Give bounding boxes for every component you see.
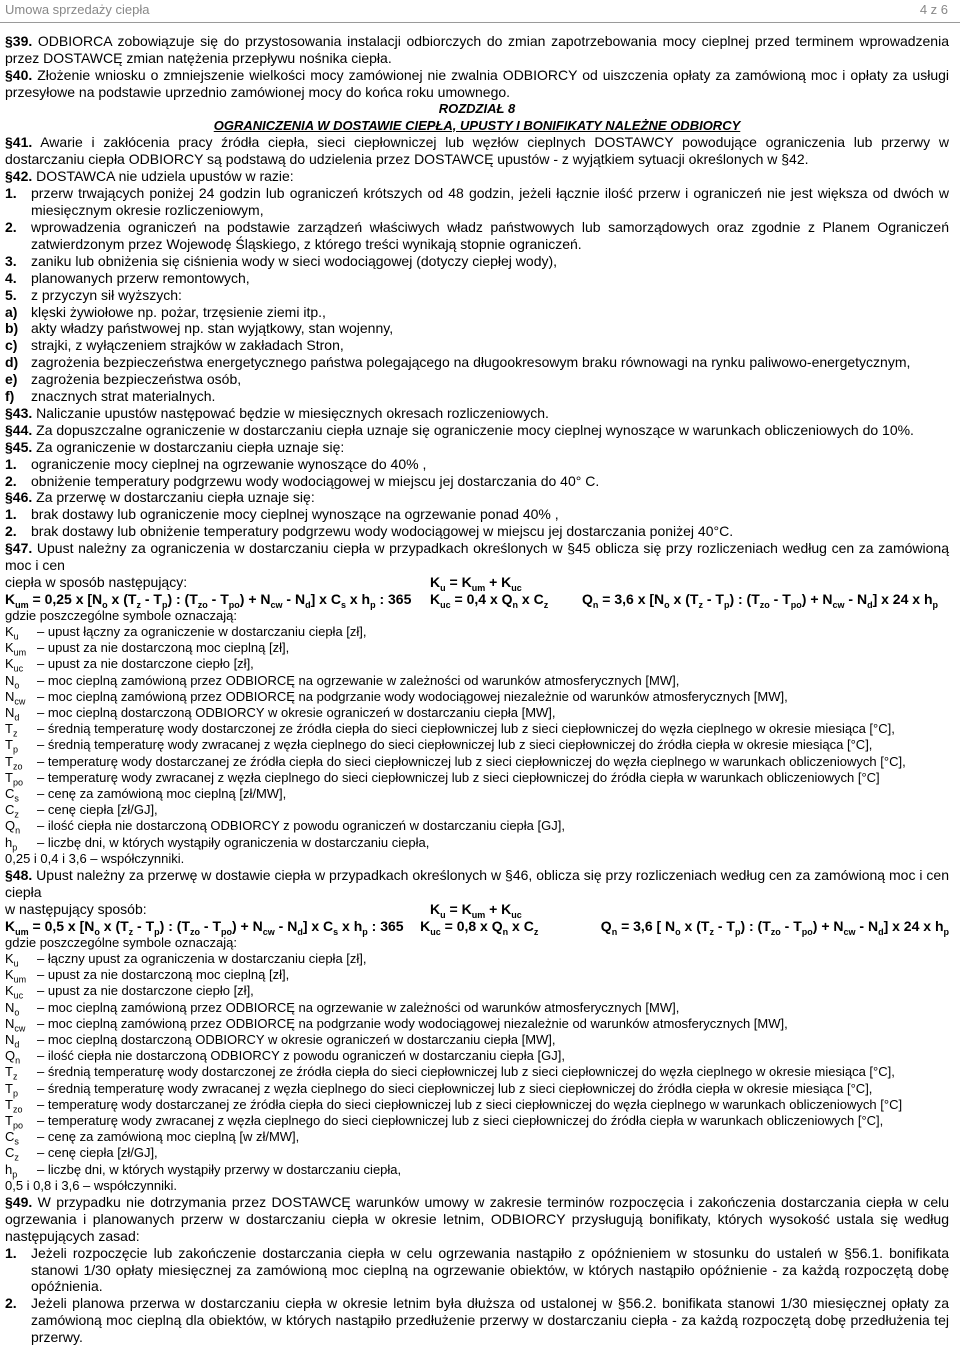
symbol: $Q_n$ [5,1048,21,1066]
symbol: $T_z$ [5,721,18,739]
formula-row [5,918,949,935]
symbol-description: – ilość ciepła nie dostarczoną ODBIORCY z powodu ograniczeń w dostarczaniu ciepła [GJ], [37,818,565,834]
section-number: §43. [5,404,33,421]
symbol: $C_z$ [5,802,19,820]
symbol: $K_{uc}$ [5,983,24,1001]
formula-ku: $K_u = K_{um} + K_{uc}$ [430,900,522,920]
list-text: obniżenie temperatury podgrzewu wody wodociągowej w miejscu jej dostarczania do 40° C. [31,472,600,489]
list-text: klęski żywiołowe np. pożar, trzęsienie ziemi itp., [31,303,326,320]
section-number: §39. [5,33,33,49]
symbol-definition [5,1081,949,1097]
list-number: a) [5,303,18,320]
symbol: $N_{cw}$ [5,688,26,707]
list-number: 1. [5,455,17,472]
formula-kum: $K_{um} = 0,25$ x [$N_o$ x $(T_z - T_p)$ : $(T_{zo} - T_{po}) + N_{cw} - N_d$] x $C_s$ x $h_p$ : 365 [5,590,412,610]
symbol-definition [5,835,949,851]
symbol-definition [5,1113,949,1129]
list-text: znacznych strat materialnych. [31,388,216,405]
list-number: 3. [5,252,17,269]
symbol-description: – temperaturę wody zwracanej z węzła cieplnego do sieci ciepłowniczej lub z sieci ciepłowniczej do źródła ciepła w warunkach obliczeniowych [°C], [37,1112,884,1128]
list-item [5,287,949,304]
symbol: $N_d$ [5,1031,20,1050]
section-number: §49. [5,1193,33,1210]
list-number: 2. [5,523,17,540]
formula-kum: $K_{um} = 0,5$ x [$N_o$ x $(T_z - T_p)$ : $(T_{zo} - T_{po}) + N_{cw} - N_d$] x $C_s$ x $h_p$ : 365 [5,917,404,937]
list-number: b) [5,320,19,337]
paragraph-text: ODBIORCA zobowiązuje się do przystosowania instalacji odbiorczych do zmian zapotrzebowania mocy cieplnej przed terminem wprowadzenia przez DOSTAWCĘ zmian natężenia przepływu nośnika ciepła. [5,33,949,66]
symbol-definition [5,818,949,837]
paragraph-43 [5,405,949,422]
legend-intro: gdzie poszczególne symbole oznaczają: [5,607,237,623]
list-text: zagrożenia bezpieczeństwa osób, [31,371,242,388]
list-text: akty władzy państwowej np. stan wyjątkowy, stan wojenny, [31,320,394,337]
symbol-description: – liczbę dni, w których wystąpiły ograniczenia w dostarczaniu ciepła, [37,834,430,850]
list-number: 4. [5,269,17,286]
symbol-description: – upust za nie dostarczoną moc cieplną [zł], [37,967,290,983]
paragraph-47 [5,540,949,574]
paragraph-text: Złożenie wniosku o zmniejszenie wielkości mocy zamówionej nie zwalnia ODBIORCY od uiszczenia opłaty za zamówioną moc i opłaty za usługi przesyłowe na podstawie uprzednio zamówionej mocy do końca roku umownego. [5,66,949,100]
paragraph-text: Upust należny za przerwę w dostawie ciepła w przypadkach określonych w §46, oblicza się przy rozliczeniach według cen za zamówioną moc i cen ciepła [5,867,949,900]
list-text: ograniczenie mocy cieplnej na ogrzewanie wynoszące do 40% , [31,455,427,472]
list-item [5,304,949,321]
chapter-title: ROZDZIAŁ 8 [438,100,516,116]
list-text: wprowadzenia ograniczeń na podstawie zarządzeń właściwych władz państwowych lub samorządowych oraz zgodnie z Planem Ograniczeń zatwierdzonym przez Wojewodę Śląskiego, z którego treści wynikają stopnie ograniczeń. [31,218,949,252]
list-45 [5,456,949,490]
symbol: $K_u$ [5,624,19,642]
formula-row [5,574,949,591]
list-42 [5,185,949,405]
symbol-description: – moc cieplną zamówioną przez ODBIORCĘ na ogrzewanie w zależności od warunków atmosferycznych [MW], [37,672,680,688]
list-number: f) [5,388,15,405]
list-item [5,270,949,287]
symbol-description: – upust łączny za ograniczenie w dostarczaniu ciepła [zł], [37,624,367,640]
list-number: 1. [5,1244,17,1261]
document-title: Umowa sprzedaży ciepła [5,2,150,17]
section-number: §44. [5,421,33,438]
paragraph-text: ciepła w sposób następujący: [5,574,188,590]
symbol: $T_z$ [5,1064,18,1082]
symbol-description: – temperaturę wody dostarczanej ze źródła ciepła do sieci ciepłowniczej lub z sieci ciepłowniczej do węzła cieplnego w warunkach obliczeniowych [°C], [37,753,906,769]
symbol: $T_{po}$ [5,769,23,788]
list-number: 1. [5,185,17,202]
legend-47 [5,624,949,851]
symbol-definition [5,1000,949,1016]
list-item [5,1295,949,1346]
paragraph-text: Za dopuszczalne ograniczenie w dostarczaniu ciepła uznaje się ograniczenie mocy cieplnej wynoszące w warunkach obliczeniowych do 10%. [32,421,914,438]
symbol-definition [5,656,949,675]
formula-kuc: $K_{uc} = 0,4$ x $Q_n$ x $C_z$ [430,590,549,610]
symbol-description: – liczbę dni, w których wystąpiły przerwy w dostarczaniu ciepła, [37,1161,402,1177]
symbol-description: – moc cieplną zamówioną przez ODBIORCĘ na ogrzewanie w zależności od warunków atmosferycznych [MW], [37,999,680,1015]
legend-48 [5,951,949,1178]
symbol: $T_{zo}$ [5,753,23,772]
symbol-definition [5,1016,949,1032]
symbol: $N_{cw}$ [5,1015,26,1034]
symbol-description: – średnią temperaturę wody dostarczonej ze źródła ciepła do sieci ciepłowniczej lub z sieci ciepłowniczej do węzła cieplnego w okresie miesiąca [°C], [37,1064,895,1080]
paragraph-46 [5,489,949,506]
paragraph-text: Za przerwę w dostarczaniu ciepła uznaje się: [32,489,315,506]
symbol-description: – cenę ciepła [zł/GJ], [37,802,158,818]
symbol-definition [5,983,949,999]
symbol-definition [5,802,949,818]
list-item [5,1245,949,1296]
symbol-definition [5,1145,949,1161]
symbol-description: – średnią temperaturę wody dostarczonej ze źródła ciepła do sieci ciepłowniczej lub z sieci ciepłowniczej do węzła cieplnego w okresie miesiąca [°C], [37,721,895,737]
list-item [5,506,949,523]
paragraph-text: W przypadku nie dotrzymania przez DOSTAWCĘ warunków umowy w zakresie terminów rozpoczęcia i zakończenia dostarczania ciepła w celu ogrzewania i planowanych przerw w dostarczaniu ciepła w okresie letnim, ODBIORCY przysługują bonifikaty, których wysokość ustala się według następujących zasad: [5,1193,949,1244]
formula-row [5,591,949,608]
symbol: $C_s$ [5,1129,19,1147]
paragraph-text: Naliczanie upustów następować będzie w miesięcznych okresach rozliczeniowych. [32,404,549,421]
coefficients: 0,5 i 0,8 i 3,6 – współczynniki. [5,1177,177,1193]
symbol-definition [5,1097,949,1113]
formula-ku: $K_u = K_{um} + K_{uc}$ [430,574,522,593]
symbol-description: – upust za nie dostarczone ciepło [zł], [37,656,254,672]
list-text: brak dostawy lub ograniczenie mocy cieplnej wynoszące na ogrzewanie ponad 40% , [31,506,559,523]
symbol-description: – średnią temperaturę wody zwracanej z węzła cieplnego do sieci ciepłowniczej lub z sieci ciepłowniczej do źródła ciepła w okresie miesiąca [°C], [37,1080,873,1096]
symbol: $C_s$ [5,786,19,804]
symbol: $N_o$ [5,999,20,1018]
list-text: zagrożenia bezpieczeństwa energetycznego państwa polegającego na długookresowym braku równowagi na rynku paliwowo-energetycznym, [31,354,911,371]
symbol-definition [5,1162,949,1178]
paragraph-39 [5,33,949,67]
symbol-definition [5,624,949,640]
list-text: Jeżeli planowa przerwa w dostarczaniu ciepła w okresie letnim była dłuższa od ustalonej w §56.2. bonifikata stanowi 1/30 miesięcznej opłaty za zamówioną moc cieplną dla obiektów, w których nastąpiło przedłużenie przerwy w dostarczaniu ciepła - za każdą rozpoczętą dobę przedłużenia tej przerwy. [31,1295,949,1346]
formula-kuc: $K_{uc} = 0,8$ x $Q_n$ x $C_z$ [420,917,539,937]
list-number: 1. [5,506,17,523]
symbol-definition [5,786,949,802]
symbol-description: – ilość ciepła nie dostarczoną ODBIORCY z powodu ograniczeń w dostarczaniu ciepła [GJ], [37,1048,565,1064]
symbol-definition [5,721,949,737]
section-number: §42. [5,168,33,185]
legend-intro: gdzie poszczególne symbole oznaczają: [5,934,237,950]
coefficients: 0,25 i 0,4 i 3,6 – współczynniki. [5,850,185,866]
symbol: $C_z$ [5,1145,19,1163]
symbol-description: – moc cieplną dostarczoną ODBIORCY w okresie ograniczeń w dostarczaniu ciepła [MW], [37,705,556,721]
symbol-definition [5,689,949,705]
list-text: planowanych przerw remontowych, [31,269,250,286]
section-number: §41. [5,134,33,151]
symbol-definition [5,770,949,786]
paragraph-text: w następujący sposób: [5,900,147,917]
list-item [5,456,949,473]
symbol: $K_u$ [5,950,19,969]
section-number: §46. [5,489,33,506]
document-body [5,33,949,1346]
paragraph-42 [5,168,949,185]
symbol: $T_{po}$ [5,1112,23,1131]
symbol-definition [5,967,949,983]
formula-qn: $Q_n = 3,6$ x [$N_o$ x $(T_z - T_p)$ : $(T_{zo} - T_{po}) + N_{cw} - N_d$] x 24 x $h_p$ [582,590,938,610]
list-item [5,320,949,337]
list-item [5,185,949,219]
symbol: $N_o$ [5,672,20,691]
list-item [5,523,949,540]
list-number: e) [5,371,18,388]
symbol-definition [5,1129,949,1145]
symbol-definition [5,754,949,770]
list-text: brak dostawy lub obniżenie temperatury podgrzewu wody wodociągowej w miejscu jej dostarczania poniżej 40°C. [31,523,734,540]
symbol: $T_p$ [5,737,18,756]
paragraph-text: DOSTAWCA nie udziela upustów w razie: [32,168,294,185]
list-item [5,253,949,270]
paragraph-44 [5,422,949,439]
list-49 [5,1245,949,1346]
paragraph-text: Awarie i zakłócenia pracy źródła ciepła, sieci ciepłowniczej lub węzłów cieplnych DOSTAWCY powodujące ograniczenia lub przerwy w dostarczaniu ciepła ODBIORCY są podstawą do udzielenia przez DOSTAWCĘ upustów - z wyjątkiem sytuacji określonych w §42. [5,134,949,168]
list-number: 2. [5,218,17,235]
paragraph-text: Za ograniczenie w dostarczaniu ciepła uznaje się: [32,438,345,455]
symbol: $T_{zo}$ [5,1096,23,1115]
symbol-description: – cenę ciepła [zł/GJ], [37,1145,158,1161]
list-text: z przyczyn sił wyższych: [31,286,182,303]
symbol: $N_d$ [5,705,20,723]
list-text: przerw trwających poniżej 24 godzin lub ograniczeń krótszych od 48 godzin, jeżeli łącznie ilość przerw i ograniczeń nie jest większa od dwóch w miesięcznym okresie rozliczeniowym, [31,185,949,219]
list-item [5,219,949,253]
list-text: strajki, z wyłączeniem strajków w zakładach Stron, [31,337,344,354]
list-number: 5. [5,286,17,303]
paragraph-49 [5,1194,949,1245]
list-number: c) [5,337,18,354]
symbol-description: – temperaturę wody zwracanej z węzła cieplnego do sieci ciepłowniczej lub z sieci ciepłowniczej do źródła ciepła w warunkach obliczeniowych [°C] [37,769,880,785]
section-number: §48. [5,867,33,884]
paragraph-40 [5,67,949,101]
symbol: $T_p$ [5,1080,18,1099]
list-text: Jeżeli rozpoczęcie lub zakończenie dostarczania ciepła w celu ogrzewania nastąpiło z opóźnieniem w stosunku do ustaleń w §56.1. bonifikata stanowi 1/30 opłaty miesięcznej za zamówioną moc cieplną na ogrzewanie obiektów, w których nastąpiło opóźnienie - za każdą rozpoczętą dobę opóźnienia. [31,1244,949,1295]
section-number: §47. [5,540,33,557]
symbol-definition [5,705,949,721]
symbol-description: – średnią temperaturę wody zwracanej z węzła cieplnego do sieci ciepłowniczej lub z sieci ciepłowniczej do źródła ciepła w okresie miesiąca [°C], [37,737,873,753]
symbol-description: – moc cieplną zamówioną przez ODBIORCĘ na podgrzanie wody wodociągowej niezależnie od warunków atmosferycznych [MW], [37,1015,788,1031]
list-item [5,388,949,405]
page-number: 4 z 6 [919,2,948,17]
symbol-definition [5,737,949,756]
paragraph-45 [5,439,949,456]
page-header [0,0,960,23]
symbol-description: – cenę za zamówioną moc cieplną [zł/MW], [37,786,287,802]
symbol-definition [5,1048,949,1064]
section-number: §40. [5,66,33,83]
list-number: 2. [5,1295,17,1312]
list-item [5,354,949,371]
list-item [5,473,949,490]
section-number: §45. [5,438,33,455]
symbol: $K_{um}$ [5,640,27,658]
list-item [5,337,949,354]
symbol-description: – moc cieplną zamówioną przez ODBIORCĘ na podgrzanie wody wodociągowej niezależnie od warunków atmosferycznych [MW], [37,688,788,704]
symbol-description: – moc cieplną dostarczoną ODBIORCY w okresie ograniczeń w dostarczaniu ciepła [MW], [37,1031,556,1047]
list-number: d) [5,354,19,371]
paragraph-41 [5,134,949,168]
paragraph-text: Upust należny za ograniczenia w dostarczaniu ciepła w przypadkach określonych w §45 oblicza się przy rozliczeniach według cen za zamówioną moc i cen [5,540,949,574]
symbol-description: – cenę za zamówioną moc cieplną [w zł/MW], [37,1129,300,1145]
formula-row [5,901,949,918]
paragraph-48 [5,867,949,901]
list-item [5,371,949,388]
chapter-subtitle: OGRANICZENIA W DOSTAWIE CIEPŁA, UPUSTY I BONIFIKATY NALEŻNE ODBIORCY [213,117,741,133]
symbol: $Q_n$ [5,818,21,837]
symbol: $K_{uc}$ [5,656,24,675]
symbol-definition [5,1064,949,1080]
formula-qn: $Q_n = 3,6$ [ $N_o$ x $(T_z - T_p)$ : $(T_{zo} - T_{po}) + N_{cw} - N_d$] x 24 x $h_p$ [600,917,949,937]
symbol-description: – upust za nie dostarczoną moc cieplną [zł], [37,640,290,656]
symbol: $K_{um}$ [5,967,27,985]
symbol-description: – łączny upust za ograniczenia w dostarczaniu ciepła [zł], [37,950,367,966]
symbol-description: – upust za nie dostarczone ciepło [zł], [37,983,254,999]
symbol-definition [5,640,949,656]
symbol-definition [5,951,949,967]
symbol-definition [5,673,949,689]
symbol: $h_p$ [5,1161,18,1180]
symbol-description: – temperaturę wody dostarczanej ze źródła ciepła do sieci ciepłowniczej lub z sieci ciepłowniczej do węzła cieplnego w warunkach obliczeniowych [°C] [37,1096,903,1112]
symbol: $h_p$ [5,834,18,853]
list-text: zaniku lub obniżenia się ciśnienia wody w sieci wodociągowej (dotyczy ciepłej wody), [31,252,558,269]
list-46 [5,506,949,540]
list-number: 2. [5,472,17,489]
symbol-definition [5,1032,949,1048]
